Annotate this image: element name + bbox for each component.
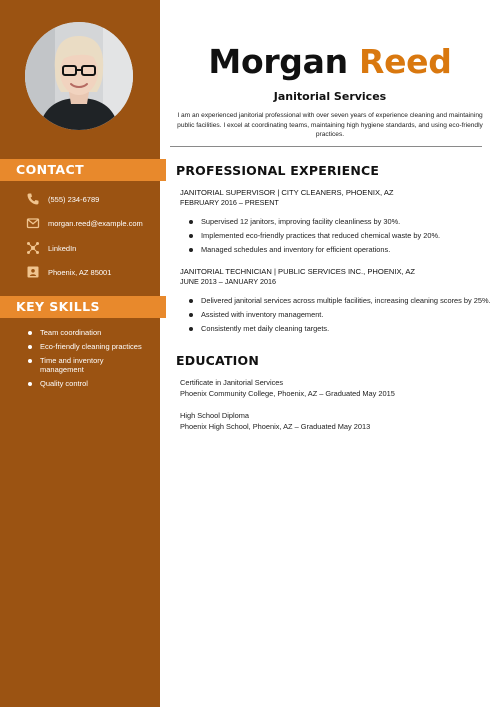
address-card-icon [26, 265, 40, 279]
contact-email[interactable] [26, 216, 143, 230]
contact-phone [26, 192, 99, 206]
job-dates: JUNE 2013 – JANUARY 2016 [180, 277, 277, 286]
bullet-item: Supervised 12 janitors, improving facility cleanliness by 30%. [189, 217, 494, 226]
phone-icon [26, 192, 40, 206]
bullet-item: Implemented eco-friendly practices that reduced chemical waste by 20%. [189, 231, 494, 240]
job-title: Janitorial Services [273, 90, 387, 103]
network-icon [26, 241, 40, 255]
phone-text: (555) 234-6789 [48, 194, 100, 204]
email-icon [26, 216, 40, 230]
candidate-name [160, 42, 500, 82]
linkedin-link[interactable]: LinkedIn [48, 243, 77, 253]
skills-section-title: KEY SKILLS [0, 296, 166, 318]
contact-linkedin[interactable] [26, 241, 76, 255]
bullet-item: Delivered janitorial services across multiple facilities, increasing cleaning scores by 25%. [189, 296, 494, 305]
email-text[interactable]: morgan.reed@example.com [48, 218, 143, 228]
education-degree: High School Diploma [180, 411, 250, 420]
profile-summary: I am an experienced janitorial professional with over seven years of experience cleaning and maintaining public facilities. I excel at coordinating teams, maintaining high hygiene standards, and using eco-friendly practices. [177, 112, 483, 138]
skill-item: Time and inventory management [26, 356, 116, 374]
education-detail: Phoenix Community College, Phoenix, AZ – Graduated May 2015 [180, 389, 395, 398]
experience-section-title: PROFESSIONAL EXPERIENCE [176, 163, 380, 178]
job-dates: FEBRUARY 2016 – PRESENT [180, 198, 279, 207]
education-section-title: EDUCATION [176, 353, 260, 368]
skill-item: Eco-friendly cleaning practices [26, 342, 156, 351]
profile-photo [25, 22, 133, 130]
last-name: Reed [358, 42, 452, 81]
header-divider [170, 146, 482, 147]
bullet-item: Assisted with inventory management. [189, 310, 494, 319]
skills-list [26, 328, 156, 393]
job-bullets [189, 217, 494, 259]
portrait-image [25, 22, 133, 130]
education-detail: Phoenix High School, Phoenix, AZ – Graduated May 2013 [180, 422, 371, 431]
job-bullets [189, 296, 494, 338]
address-text: Phoenix, AZ 85001 [48, 267, 112, 277]
job-heading: JANITORIAL TECHNICIAN | PUBLIC SERVICES INC., PHOENIX, AZ [180, 267, 416, 276]
bullet-item: Managed schedules and inventory for efficient operations. [189, 245, 494, 254]
skill-item: Quality control [26, 379, 156, 388]
job-heading: JANITORIAL SUPERVISOR | CITY CLEANERS, PHOENIX, AZ [180, 188, 394, 197]
contact-address [26, 265, 111, 279]
first-name: Morgan [208, 42, 348, 81]
skill-item: Team coordination [26, 328, 156, 337]
bullet-item: Consistently met daily cleaning targets. [189, 324, 494, 333]
education-degree: Certificate in Janitorial Services [180, 378, 284, 387]
contact-section-title: CONTACT [0, 159, 166, 181]
